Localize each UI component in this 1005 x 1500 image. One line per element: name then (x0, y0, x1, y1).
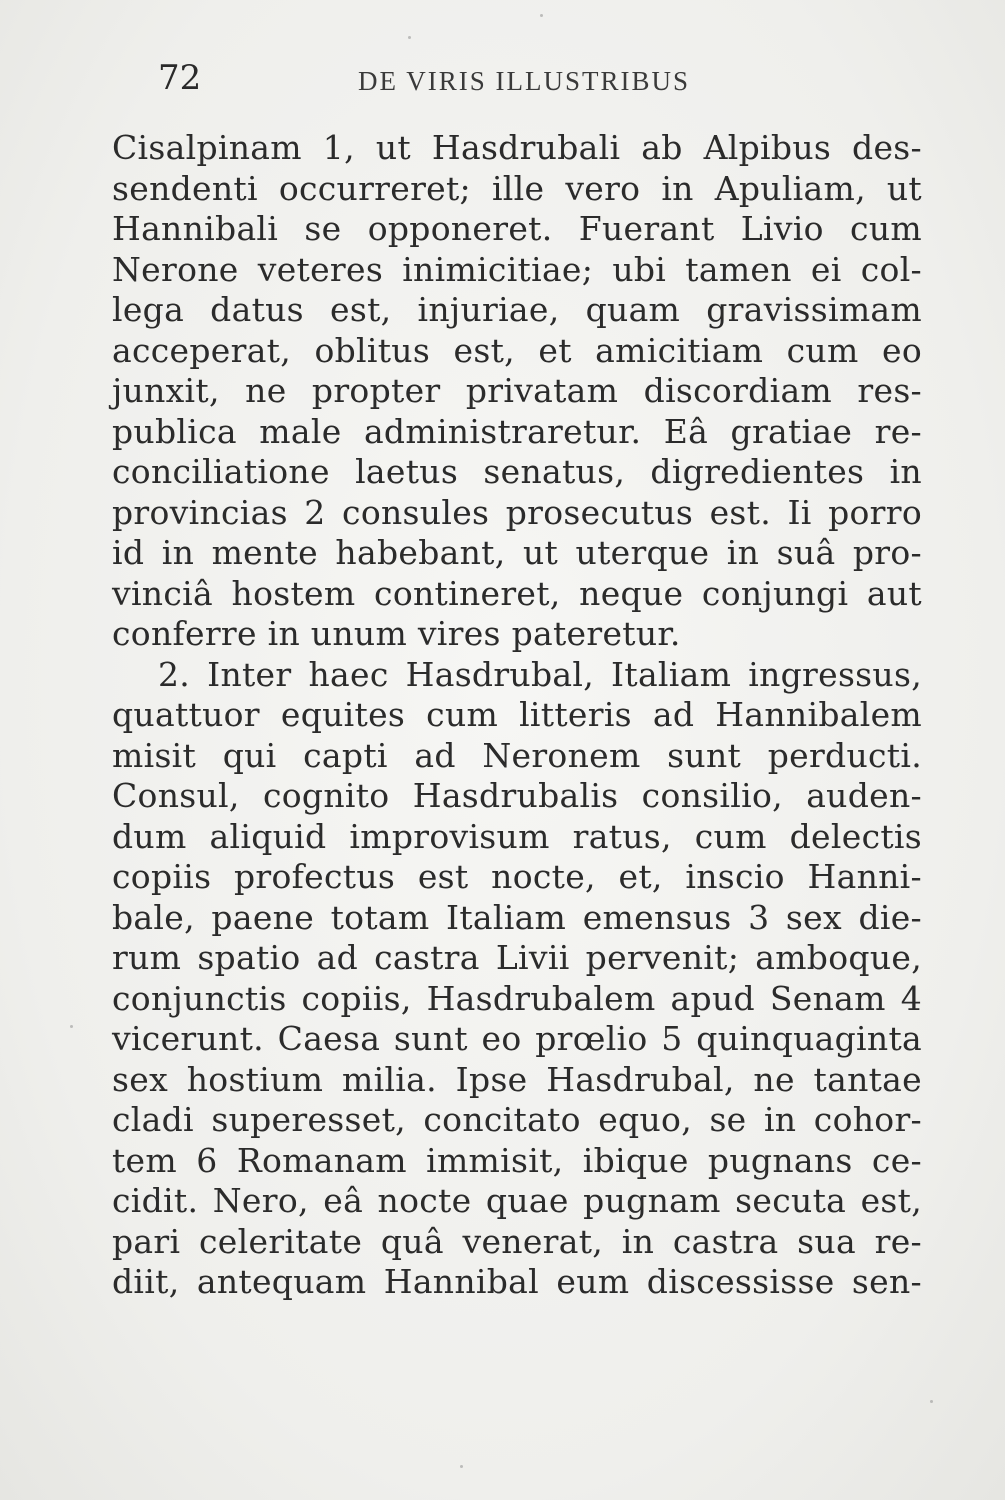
text-line: Consul, cognito Hasdrubalis consilio, auden- (112, 776, 922, 815)
paper-speck (70, 1025, 73, 1028)
paragraph-start-line: 2. Inter haec Hasdrubal, Italiam ingressus, (158, 654, 922, 694)
text-line: cidit. Nero, eâ nocte quae pugnam secuta est, (112, 1181, 922, 1220)
paper-speck (540, 14, 543, 17)
paper-speck (408, 36, 411, 39)
text-line: cladi superesset, concitato equo, se in cohor- (112, 1100, 922, 1139)
text-line: vinciâ hostem contineret, neque conjungi aut (112, 573, 922, 613)
paper-speck (460, 1465, 463, 1468)
text-line: conferre in unum vires pateretur. (112, 614, 681, 653)
text-line: sendenti occurreret; ille vero in Apuliam, ut (112, 168, 922, 208)
paper-speck (930, 1400, 933, 1403)
text-line: tem 6 Romanam immisit, ibique pugnans ce- (112, 1140, 922, 1180)
text-line: Cisalpinam 1, ut Hasdrubali ab Alpibus des- (112, 128, 922, 167)
text-line: conjunctis copiis, Hasdrubalem apud Senam 4 (112, 978, 922, 1018)
page-header (158, 58, 758, 108)
page-number: 72 (158, 58, 202, 98)
text-line: quattuor equites cum litteris ad Hannibalem (112, 695, 922, 734)
text-line: Hannibali se opponeret. Fuerant Livio cum (112, 209, 922, 248)
text-line: provincias 2 consules prosecutus est. Ii porro (112, 492, 922, 532)
text-line: conciliatione laetus senatus, digredientes in (112, 452, 922, 491)
text-line: rum spatio ad castra Livii pervenit; amboque, (112, 938, 922, 977)
text-line: dum aliquid improvisum ratus, cum delectis (112, 816, 922, 856)
text-line: pari celeritate quâ venerat, in castra sua re- (112, 1221, 922, 1261)
text-line: vicerunt. Caesa sunt eo prœlio 5 quinquaginta (112, 1019, 922, 1058)
text-line: acceperat, oblitus est, et amicitiam cum eo (112, 330, 922, 370)
text-line: id in mente habebant, ut uterque in suâ pro- (112, 533, 922, 572)
text-line: lega datus est, injuriae, quam gravissimam (112, 290, 922, 329)
text-line: junxit, ne propter privatam discordiam res- (112, 371, 922, 410)
body-text (112, 128, 922, 1303)
text-line: sex hostium milia. Ipse Hasdrubal, ne tantae (112, 1059, 922, 1099)
text-line: publica male administraretur. Eâ gratiae re- (112, 411, 922, 451)
text-line: Nerone veteres inimicitiae; ubi tamen ei col- (112, 249, 922, 289)
text-line: diit, antequam Hannibal eum discessisse sen- (112, 1262, 922, 1301)
text-line: bale, paene totam Italiam emensus 3 sex die- (112, 897, 922, 937)
text-line: copiis profectus est nocte, et, inscio Hanni- (112, 857, 922, 896)
text-line: misit qui capti ad Neronem sunt perducti. (112, 735, 922, 775)
running-title: DE VIRIS ILLUSTRIBUS (358, 66, 691, 96)
